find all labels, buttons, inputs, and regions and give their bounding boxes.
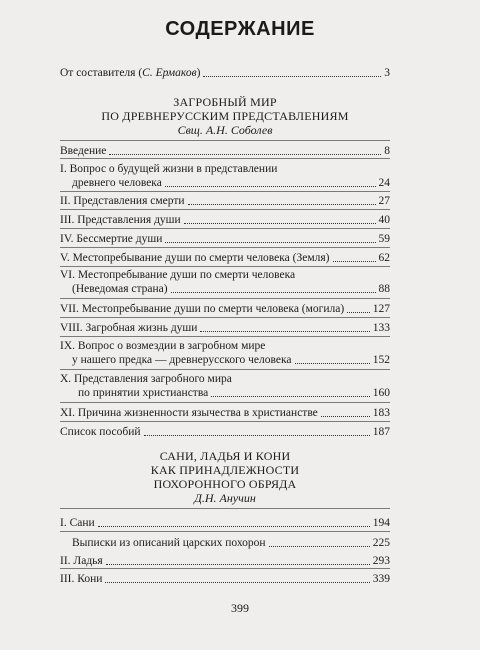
entry-text: Введение bbox=[60, 145, 107, 157]
toc-preface bbox=[60, 66, 390, 80]
leader-dots bbox=[165, 241, 375, 243]
toc-entry[interactable] bbox=[60, 194, 390, 208]
leader-dots bbox=[333, 260, 376, 262]
section-heading: ЗАГРОБНЫЙ МИР bbox=[173, 95, 277, 109]
entry-text: I. Вопрос о будущей жизни в представлении bbox=[60, 163, 278, 175]
toc-entry[interactable] bbox=[60, 339, 390, 367]
leader-dots bbox=[200, 330, 369, 332]
leader-dots bbox=[171, 291, 376, 293]
entry-text: (Неведомая страна) bbox=[72, 283, 168, 295]
section-heading: ПОХОРОННОГО ОБРЯДА bbox=[153, 477, 297, 491]
leader-dots bbox=[98, 525, 370, 527]
section-heading: САНИ, ЛАДЬЯ И КОНИ bbox=[159, 449, 291, 463]
leader-dots bbox=[269, 545, 370, 547]
entry-author: С. Ермаков bbox=[142, 67, 197, 79]
leader-dots bbox=[105, 581, 369, 583]
entry-page: 293 bbox=[372, 555, 390, 567]
entry-text: Выписки из описаний царских похорон bbox=[72, 537, 266, 549]
leader-dots bbox=[109, 153, 381, 155]
entry-page: 62 bbox=[378, 252, 390, 264]
entry-page: 88 bbox=[378, 283, 390, 295]
page-title: СОДЕРЖАНИЕ bbox=[165, 18, 315, 40]
leader-dots bbox=[203, 75, 381, 77]
leader-dots bbox=[106, 563, 370, 565]
entry-text: ) bbox=[196, 67, 201, 79]
entry-page: 160 bbox=[372, 387, 390, 399]
section2-header bbox=[60, 449, 390, 505]
leader-dots bbox=[184, 222, 376, 224]
entry-page: 339 bbox=[372, 573, 390, 585]
entry-text: древнего человека bbox=[72, 177, 162, 189]
section-heading: ПО ДРЕВНЕРУССКИМ ПРЕДСТАВЛЕНИЯМ bbox=[101, 109, 349, 123]
entry-page: 152 bbox=[372, 354, 390, 366]
section-author: Д.Н. Анучин bbox=[194, 491, 256, 505]
toc-entry[interactable] bbox=[60, 372, 390, 400]
entry-text: VII. Местопребывание души по смерти человека (могила) bbox=[60, 303, 345, 315]
toc-entry[interactable] bbox=[60, 213, 390, 227]
entry-text: II. Ладья bbox=[60, 555, 103, 567]
toc-entry[interactable] bbox=[60, 321, 390, 335]
entry-text: От составителя ( bbox=[60, 67, 143, 79]
entry-text: у нашего предка — древнерусского человека bbox=[72, 354, 292, 366]
toc-entry[interactable] bbox=[60, 572, 390, 586]
leader-dots bbox=[165, 185, 376, 187]
leader-dots bbox=[188, 203, 376, 205]
rule-divider bbox=[60, 508, 390, 509]
toc-entry[interactable] bbox=[60, 162, 390, 190]
entry-page: 133 bbox=[372, 322, 390, 334]
entry-text: III. Представления души bbox=[60, 214, 181, 226]
entry-text: III. Кони bbox=[60, 573, 103, 585]
entry-text: XI. Причина жизненности язычества в христианстве bbox=[60, 407, 318, 419]
toc-entry[interactable] bbox=[60, 251, 390, 265]
toc-entry[interactable] bbox=[60, 232, 390, 246]
toc-entry[interactable] bbox=[60, 536, 390, 550]
entry-text: по принятии христианства bbox=[78, 387, 209, 399]
entry-text: IV. Бессмертие души bbox=[60, 233, 163, 245]
toc-entry[interactable] bbox=[60, 302, 390, 316]
page-number: 399 bbox=[231, 601, 249, 615]
leader-dots bbox=[321, 415, 370, 417]
entry-page: 187 bbox=[372, 426, 390, 438]
entry-text: V. Местопребывание души по смерти человека (Земля) bbox=[60, 252, 330, 264]
toc-entry[interactable] bbox=[60, 425, 390, 439]
toc-entry[interactable] bbox=[60, 144, 390, 158]
entry-page: 3 bbox=[384, 67, 390, 79]
section-heading: КАК ПРИНАДЛЕЖНОСТИ bbox=[150, 463, 300, 477]
toc-entry[interactable] bbox=[60, 516, 390, 530]
toc-entry[interactable] bbox=[60, 268, 390, 296]
entry-page: 225 bbox=[372, 537, 390, 549]
leader-dots bbox=[347, 311, 370, 313]
entry-text: X. Представления загробного мира bbox=[60, 373, 232, 385]
entry-text: II. Представления смерти bbox=[60, 195, 185, 207]
toc-entry[interactable] bbox=[60, 66, 390, 80]
entry-page: 40 bbox=[378, 214, 390, 226]
entry-page: 24 bbox=[378, 177, 390, 189]
entry-page: 194 bbox=[372, 517, 390, 529]
entry-page: 127 bbox=[372, 303, 390, 315]
entry-page: 27 bbox=[378, 195, 390, 207]
leader-dots bbox=[295, 362, 370, 364]
entry-page: 8 bbox=[384, 145, 390, 157]
entry-text: IX. Вопрос о возмездии в загробном мире bbox=[60, 340, 266, 352]
section1-header bbox=[60, 95, 390, 137]
entry-text: VI. Местопребывание души по смерти человека bbox=[60, 269, 296, 281]
entry-text: I. Сани bbox=[60, 517, 95, 529]
rule-divider bbox=[60, 140, 390, 141]
toc-entry[interactable] bbox=[60, 406, 390, 420]
leader-dots bbox=[211, 395, 370, 397]
entry-page: 183 bbox=[372, 407, 390, 419]
entry-text: Список пособий bbox=[60, 426, 141, 438]
section-author: Свщ. А.Н. Соболев bbox=[177, 123, 273, 137]
entry-page: 59 bbox=[378, 233, 390, 245]
entry-text: VIII. Загробная жизнь души bbox=[60, 322, 198, 334]
toc-entry[interactable] bbox=[60, 554, 390, 568]
leader-dots bbox=[144, 434, 370, 436]
